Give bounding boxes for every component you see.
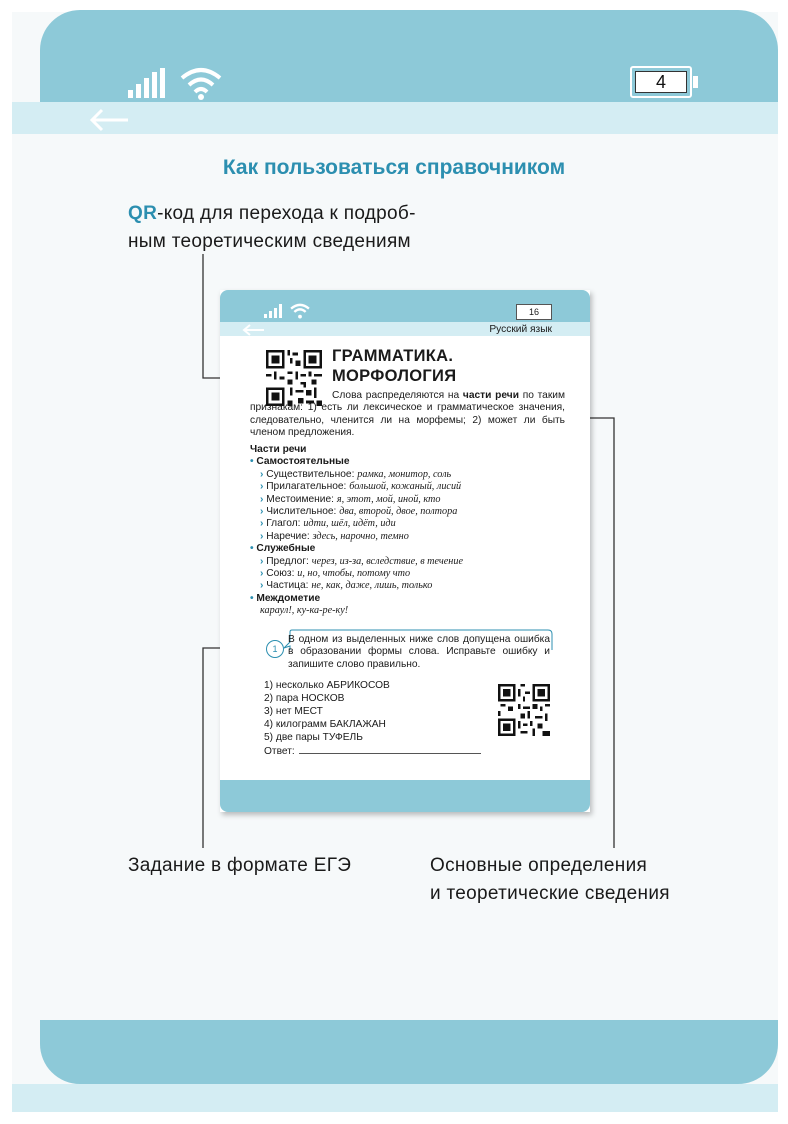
list-item: › Предлог: через, из-за, вследствие, в течение	[250, 556, 570, 568]
sample-title: ГРАММАТИКА. МОРФОЛОГИЯ	[332, 347, 457, 385]
page-title: Как пользоваться справочником	[222, 156, 566, 179]
option-item: 1) несколько АБРИКОСОВ	[264, 680, 390, 691]
sample-back-arrow-icon	[242, 324, 266, 336]
list-item: › Существительное: рамка, монитор, соль	[250, 469, 570, 481]
list-item: › Местоимение: я, этот, мой, иной, кто	[250, 494, 570, 506]
sample-page	[220, 290, 590, 812]
task-qr-code[interactable]	[498, 684, 550, 736]
sample-footer-bar	[220, 780, 590, 812]
answer-label: Ответ:	[264, 746, 295, 757]
option-item: 4) килограмм БАКЛАЖАН	[264, 719, 386, 730]
group-label: • Междометие	[250, 593, 570, 605]
list-item: › Наречие: здесь, нарочно, темно	[250, 531, 570, 543]
sample-wifi-icon	[290, 303, 310, 319]
parts-of-speech	[250, 444, 570, 618]
qr-callout-bold: QR	[128, 203, 158, 224]
qr-callout-line2: ным теоретическим сведениям	[128, 231, 411, 252]
sample-intro: Слова распределяются на части речи по таким признакам: 1) есть ли лексическое и грамматическое значения, следовательно, членится ли на морфемы; 2) может ли быть членом предложения.	[250, 390, 565, 439]
parts-heading: Части речи	[250, 444, 307, 455]
footer-strip	[12, 1084, 778, 1112]
task-text: В одном из выделенных ниже слов допущена ошибка в образовании формы слова. Исправьте ошибку и запишите слово правильно.	[288, 634, 550, 670]
list-item: › Прилагательное: большой, кожаный, лисий	[250, 481, 570, 493]
answer-options	[264, 679, 390, 744]
answer-input-line[interactable]	[299, 753, 481, 754]
option-item: 5) две пары ТУФЕЛЬ	[264, 732, 363, 743]
sample-subject: Русский язык	[489, 324, 552, 335]
page-number: 4	[635, 71, 687, 93]
ege-callout: Задание в формате ЕГЭ	[128, 855, 352, 876]
sample-page-number: 16	[516, 304, 552, 320]
interjection-examples: караул!, ку-ка-ре-ку!	[260, 605, 349, 617]
option-item: 2) пара НОСКОВ	[264, 693, 345, 704]
list-item: › Частица: не, как, даже, лишь, только	[250, 580, 570, 592]
list-item: › Глагол: идти, шёл, идёт, иди	[250, 518, 570, 530]
group-label: • Служебные	[250, 543, 570, 555]
list-item: › Числительное: два, второй, двое, полтора	[250, 506, 570, 518]
qr-callout-text: -код для перехода к подроб-	[157, 203, 416, 224]
footer-bar	[40, 1020, 778, 1084]
sample-signal-icon	[264, 304, 284, 318]
definitions-callout-line1: Основные определения	[430, 855, 648, 876]
option-item: 3) нет МЕСТ	[264, 706, 323, 717]
answer-field	[264, 746, 481, 758]
definitions-callout-line2: и теоретические сведения	[430, 883, 670, 904]
task-number: 1	[266, 640, 284, 658]
list-item: › Союз: и, но, чтобы, потому что	[250, 568, 570, 580]
group-label: • Самостоятельные	[250, 456, 570, 468]
